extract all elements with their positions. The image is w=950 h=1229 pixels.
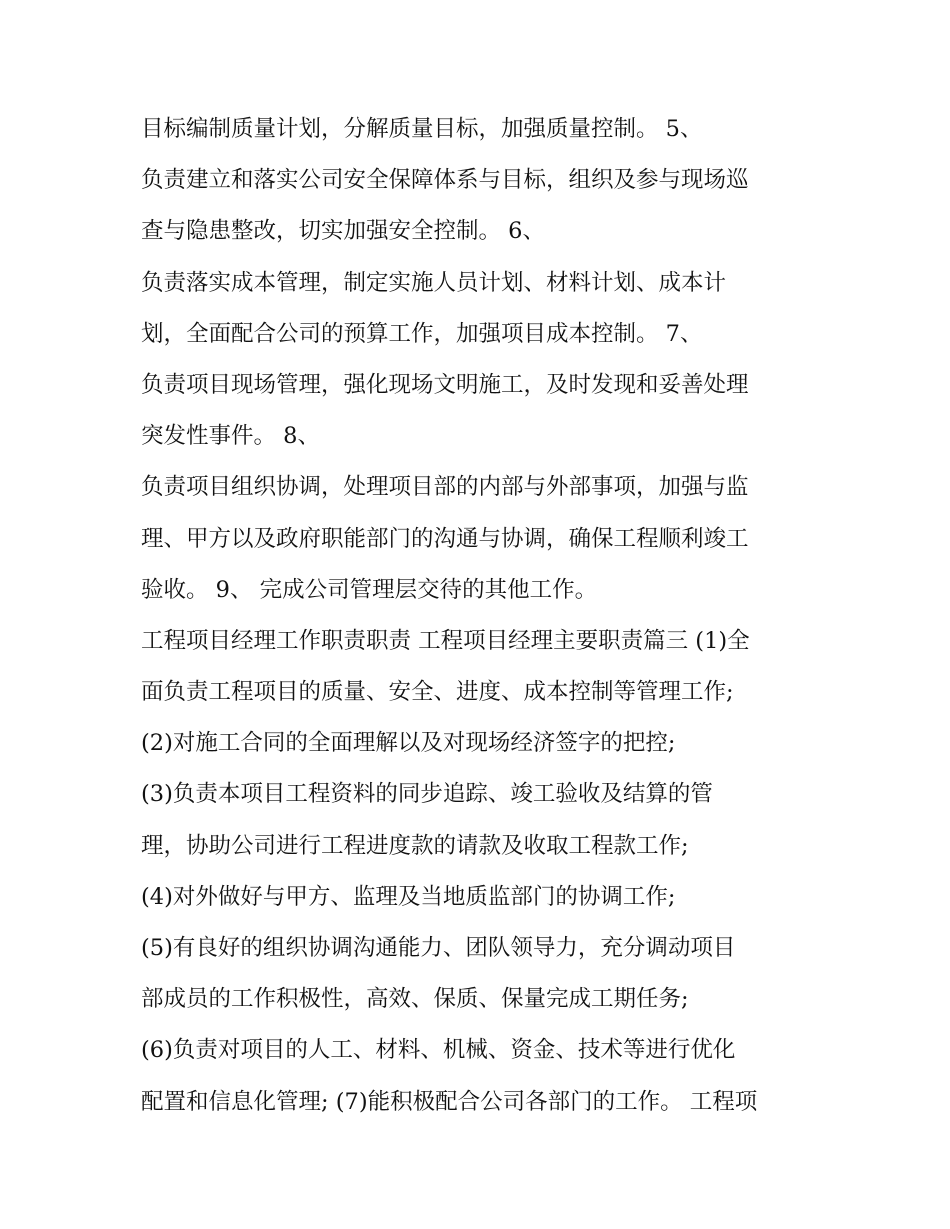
text-line: 突发性事件。 8、 <box>141 423 320 450</box>
text-line: 验收。 9、 完成公司管理层交待的其他工作。 <box>141 576 598 603</box>
text-line: 面负责工程项目的质量、安全、进度、成本控制等管理工作; <box>141 679 734 706</box>
text-line: 负责落实成本管理，制定实施人员计划、材料计划、成本计 <box>141 269 727 296</box>
text-line: (2)对施工合同的全面理解以及对现场经济签字的把控; <box>141 730 676 757</box>
text-line: 目标编制质量计划，分解质量目标，加强质量控制。 5、 <box>141 116 703 142</box>
text-line: 负责建立和落实公司安全保障体系与目标，组织及参与现场巡 <box>141 167 749 194</box>
text-line: (4)对外做好与甲方、监理及当地质监部门的协调工作; <box>141 883 676 910</box>
text-line: (5)有良好的组织协调沟通能力、团队领导力，充分调动项目 <box>141 935 736 961</box>
body-text <box>141 104 821 1128</box>
text-line: 工程项目经理工作职责职责 工程项目经理主要职责篇三 (1)全 <box>141 627 750 654</box>
text-line: 理，协助公司进行工程进度款的请款及收取工程款工作; <box>141 832 689 859</box>
text-line: 配置和信息化管理; (7)能积极配合公司各部门的工作。 工程项 <box>141 1088 758 1115</box>
text-line: (6)负责对项目的人工、材料、机械、资金、技术等进行优化 <box>141 1037 736 1064</box>
text-line: 划，全面配合公司的预算工作，加强项目成本控制。 7、 <box>141 320 703 347</box>
text-line: 负责项目现场管理，强化现场文明施工，及时发现和妥善处理 <box>141 371 749 398</box>
text-line: 查与隐患整改，切实加强安全控制。 6、 <box>141 218 545 245</box>
text-line: 理、甲方以及政府职能部门的沟通与协调，确保工程顺利竣工 <box>141 525 749 552</box>
text-line: (3)负责本项目工程资料的同步追踪、竣工验收及结算的管 <box>141 781 713 808</box>
text-line: 负责项目组织协调，处理项目部的内部与外部事项，加强与监 <box>141 474 749 501</box>
text-line: 部成员的工作积极性，高效、保质、保量完成工期任务; <box>141 986 689 1013</box>
